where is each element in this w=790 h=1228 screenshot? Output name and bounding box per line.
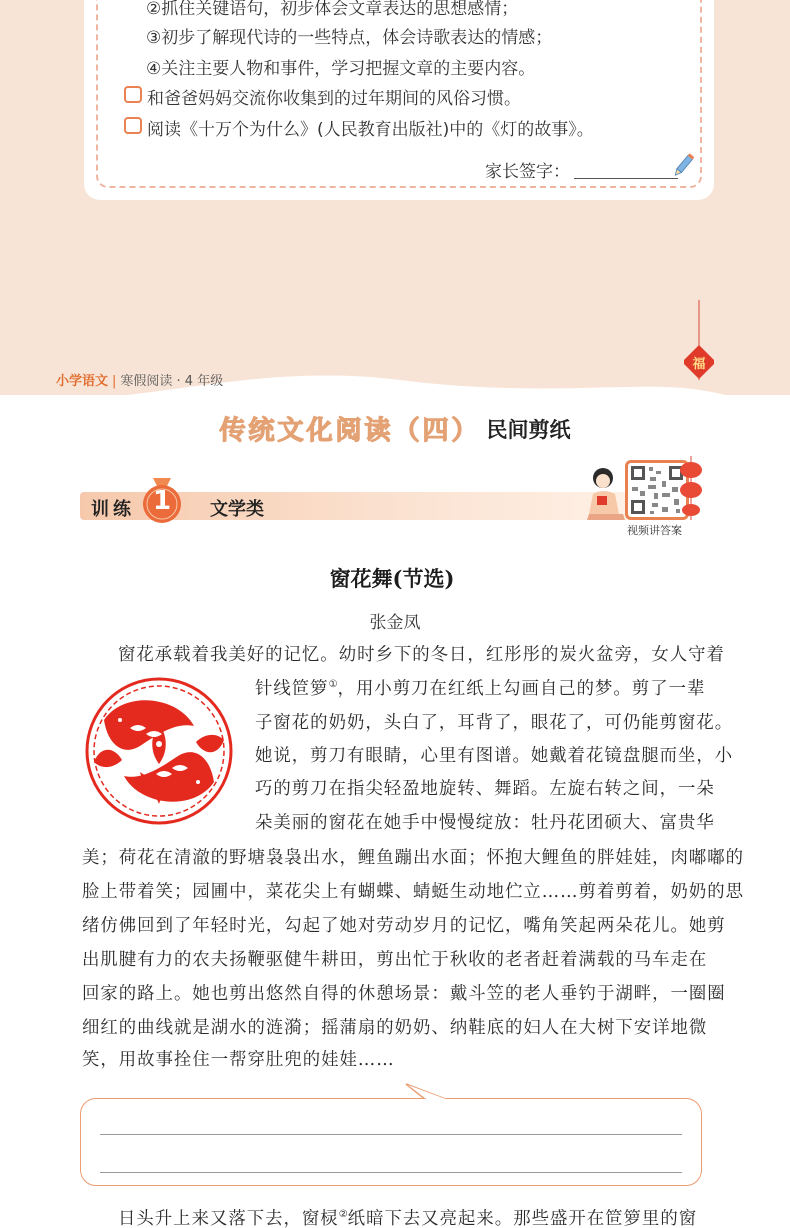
checklist-goal-4: ④关注主要人物和事件，学习把握文章的主要内容。 <box>146 59 536 79</box>
fu-lantern-icon <box>684 300 714 380</box>
article-line-14b: 纸暗下去又亮起来。那些盛开在笸箩里的窗 <box>347 1209 698 1228</box>
article-line-1: 窗花承载着我美好的记忆。幼时乡下的冬日，红彤彤的炭火盆旁，女人守着 <box>118 645 725 665</box>
pencil-icon <box>672 152 694 180</box>
answer-line-1[interactable] <box>100 1134 682 1135</box>
header-divider: | <box>112 374 117 389</box>
article-line-4: 她说，剪刀有眼睛，心里有图谱。她戴着花镜盘腿而坐，小 <box>255 746 734 766</box>
article-line-12: 细红的曲线就是湖水的涟漪；摇蒲扇的奶奶、纳鞋底的妇人在大树下安详地微 <box>82 1018 708 1038</box>
checklist-goal-2: ②抓住关键语句，初步体会文章表达的思想感情； <box>146 0 519 19</box>
article-line-3: 子窗花的奶奶，头白了，耳背了，眼花了，可仍能剪窗花。 <box>255 713 734 733</box>
training-label: 训练 <box>91 499 135 520</box>
article-line-10: 出肌腱有力的农夫扬鞭驱健牛耕田，剪出忙于秋收的老者赶着满载的马车走在 <box>82 950 708 970</box>
article-line-2 <box>255 674 705 699</box>
article-line-8: 脸上带着笑；园圃中，菜花尖上有蝴蝶、蜻蜓生动地伫立……剪着剪着，奶奶的思 <box>82 882 745 902</box>
grade-label: 寒假阅读 · 4 年级 <box>120 374 224 389</box>
article-line-14a: 日头升上来又落下去，窗棂 <box>118 1209 339 1228</box>
task-checkbox-2[interactable] <box>124 117 142 134</box>
footnote-mark-1[interactable]: ① <box>328 679 338 691</box>
article-title: 窗花舞(节选) <box>329 566 455 591</box>
brand-label: 小学语文 <box>56 374 109 389</box>
article-line-14 <box>118 1204 697 1228</box>
article-line-13: 笑，用故事拴住一帮穿肚兜的娃娃…… <box>82 1050 395 1070</box>
training-category: 文学类 <box>210 499 264 520</box>
article-line-7: 美；荷花在清澈的野塘袅袅出水，鲤鱼蹦出水面；怀抱大鲤鱼的胖娃娃，肉嘟嘟的 <box>82 848 745 868</box>
article-author: 张金凤 <box>369 613 421 633</box>
parent-signature-label: 家长签字： <box>485 162 570 182</box>
section-topic: 民间剪纸 <box>486 418 571 442</box>
task-text-1: 和爸爸妈妈交流你收集到的过年期间的风俗习惯。 <box>147 89 521 109</box>
section-title <box>0 410 790 447</box>
article-line-2a: 针线笸箩 <box>255 679 329 699</box>
section-outline-title: 传统文化阅读（四） <box>219 416 481 446</box>
checklist-goal-3: ③初步了解现代诗的一些特点，体会诗歌表达的情感； <box>146 28 553 48</box>
series-header <box>56 370 223 389</box>
task-checkbox-1[interactable] <box>124 86 142 103</box>
girl-illustration <box>585 466 629 524</box>
footnote-mark-2[interactable]: ② <box>338 1209 348 1221</box>
article-line-9: 绪仿佛回到了年轻时光，勾起了她对劳动岁月的记忆，嘴角笑起两朵花儿。她剪 <box>82 916 726 936</box>
parent-signature-field[interactable] <box>574 178 678 179</box>
article-line-2b: ，用小剪刀在红纸上勾画自己的梦。剪了一辈 <box>337 679 706 699</box>
fu-character: 福 <box>692 357 706 372</box>
qr-caption: 视频讲答案 <box>627 524 682 537</box>
answer-line-2[interactable] <box>100 1172 682 1173</box>
lantern-icon <box>676 456 706 520</box>
papercut-fish-lotus <box>80 676 238 826</box>
article-line-5: 巧的剪刀在指尖轻盈地旋转、舞蹈。左旋右转之间，一朵 <box>255 779 715 799</box>
article-line-11: 回家的路上。她也剪出悠然自得的休憩场景：戴斗笠的老人垂钓于湖畔，一圈圈 <box>82 984 726 1004</box>
training-number: 1 <box>152 486 172 516</box>
article-line-6: 朵美丽的窗花在她手中慢慢绽放：牡丹花团硕大、富贵华 <box>255 813 715 833</box>
task-text-2: 阅读《十万个为什么》(人民教育出版社)中的《灯的故事》。 <box>147 120 594 140</box>
